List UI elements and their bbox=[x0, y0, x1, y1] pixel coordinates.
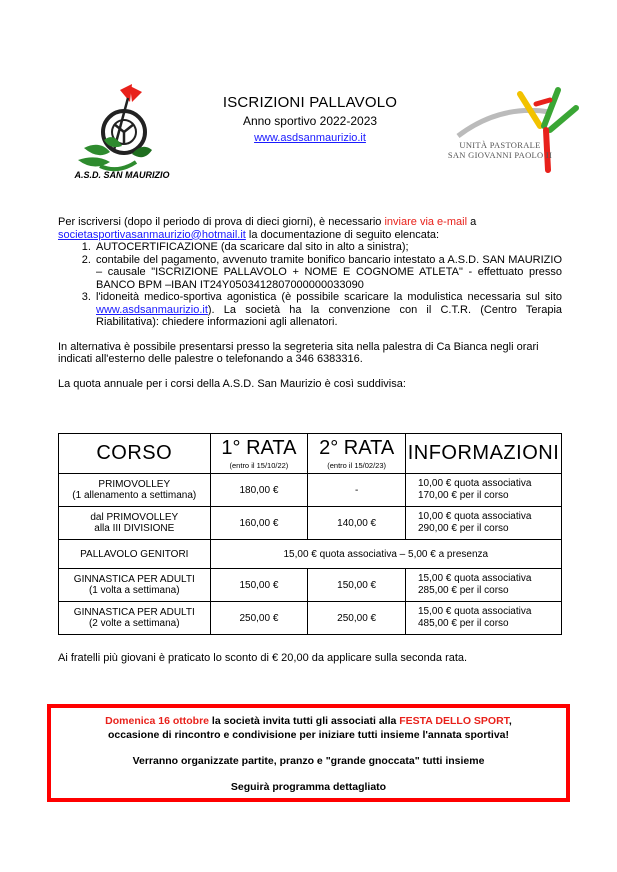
alternative-paragraph: In alternativa è possibile presentarsi presso la segreteria sita nella palestra di Ca Bianca negli orari indicati all'esterno delle palestre o telefonando a 346 6383316. bbox=[58, 340, 539, 365]
right-logo-text bbox=[440, 140, 560, 160]
event-line4: Seguirà programma dettagliato bbox=[230, 781, 387, 793]
cell-rata1: 180,00 € bbox=[210, 474, 308, 507]
website-link[interactable]: www.asdsanmaurizio.it bbox=[254, 132, 366, 144]
document-subtitle: Anno sportivo 2022-2023 bbox=[242, 114, 378, 128]
cell-corso bbox=[59, 569, 211, 602]
event-line3: Verranno organizzate partite, pranzo e "grande gnoccata" tutti insieme bbox=[132, 755, 485, 767]
cell-info bbox=[406, 569, 562, 602]
table-row bbox=[59, 569, 562, 602]
info-quota: 15,00 € quota associativa bbox=[418, 606, 532, 617]
cell-info bbox=[406, 602, 562, 635]
cell-rata1: 150,00 € bbox=[210, 569, 308, 602]
corso-name: GINNASTICA PER ADULTI bbox=[73, 574, 195, 585]
info-corso: 285,00 € per il corso bbox=[418, 585, 509, 596]
header-rata2-note: (entro il 15/02/23) bbox=[327, 461, 387, 470]
header-rata2 bbox=[308, 434, 406, 474]
step-3-text-before: l'idoneità medico-sportiva agonistica (è possibile scaricare la modulistica necessaria sul sito bbox=[96, 291, 562, 303]
step-1-text: AUTOCERTIFICAZIONE (da scaricare dal sito in alto a sinistra); bbox=[96, 241, 409, 253]
header-rata1 bbox=[210, 434, 308, 474]
corso-detail: alla III DIVISIONE bbox=[94, 523, 175, 534]
info-corso: 290,00 € per il corso bbox=[418, 523, 509, 534]
cell-rata2: 150,00 € bbox=[308, 569, 406, 602]
festa-dello-sport-box bbox=[47, 704, 570, 802]
corso-name: dal PRIMOVOLLEY bbox=[90, 512, 179, 523]
cell-rata2: - bbox=[308, 474, 406, 507]
info-quota: 10,00 € quota associativa bbox=[418, 511, 532, 522]
cell-rata2: 140,00 € bbox=[308, 507, 406, 540]
cell-info bbox=[406, 474, 562, 507]
cell-corso: PALLAVOLO GENITORI bbox=[59, 540, 211, 569]
intro-part1: Per iscriversi (dopo il periodo di prova di dieci giorni), è necessario bbox=[58, 216, 385, 228]
list-item bbox=[94, 254, 562, 292]
intro-part3: la documentazione di seguito elencata: bbox=[245, 228, 440, 241]
cell-rata1: 250,00 € bbox=[210, 602, 308, 635]
table-row bbox=[59, 540, 562, 569]
corso-detail: (1 volta a settimana) bbox=[88, 585, 180, 596]
required-documents-list bbox=[58, 241, 562, 329]
right-logo-line1: UNITÀ PASTORALE bbox=[459, 140, 541, 150]
left-logo-caption: A.S.D. SAN MAURIZIO bbox=[74, 170, 170, 180]
cell-rata2: 250,00 € bbox=[308, 602, 406, 635]
intro-part2: a bbox=[467, 216, 477, 228]
table-row bbox=[59, 474, 562, 507]
event-line1 bbox=[51, 714, 566, 728]
step-2-text: contabile del pagamento, avvenuto tramite bonifico bancario intestato a A.S.D. SAN MAURIZIO – causale "ISCRIZIONE PALLAVOLO + NOME E COGNOME ATLETA" - effettuato presso BANCO BPM –IBAN IT24Y0503412807000000033090 bbox=[96, 253, 562, 291]
email-link[interactable]: societasportivasanmaurizio@hotmail.it bbox=[58, 228, 246, 241]
cell-merged-info: 15,00 € quota associativa – 5,00 € a presenza bbox=[210, 540, 561, 569]
cell-corso bbox=[59, 507, 211, 540]
info-corso: 485,00 € per il corso bbox=[418, 618, 509, 629]
intro-highlight: inviare via e-mail bbox=[384, 216, 468, 228]
corso-name: PRIMOVOLLEY bbox=[98, 479, 171, 490]
event-line2: occasione di rincontro e condivisione per iniziare tutti insieme l'annata sportiva! bbox=[107, 729, 509, 741]
cell-rata1: 160,00 € bbox=[210, 507, 308, 540]
event-mid: la società invita tutti gli associati alla bbox=[209, 715, 400, 727]
right-logo-line2: SAN GIOVANNI PAOLO II bbox=[447, 150, 553, 160]
event-date: Domenica 16 ottobre bbox=[105, 715, 210, 727]
step-3-text-after: ). La società ha la convenzione con il C.T.R. (Centro Terapia Riabilitativa): chiedere informazioni agli allenatori. bbox=[96, 303, 562, 328]
event-end: , bbox=[508, 715, 512, 727]
quota-intro: La quota annuale per i corsi della A.S.D. San Maurizio è così suddivisa: bbox=[58, 377, 406, 390]
corso-detail: (1 allenamento a settimana) bbox=[72, 490, 197, 501]
event-name: FESTA DELLO SPORT bbox=[399, 715, 509, 727]
cell-corso bbox=[59, 602, 211, 635]
corso-name: GINNASTICA PER ADULTI bbox=[73, 607, 195, 618]
cell-info bbox=[406, 507, 562, 540]
table-row bbox=[59, 602, 562, 635]
corso-detail: (2 volte a settimana) bbox=[88, 618, 180, 629]
header-rata1-note: (entro il 15/10/22) bbox=[229, 461, 289, 470]
intro-paragraph bbox=[58, 216, 562, 241]
document-header bbox=[190, 94, 430, 146]
list-item bbox=[94, 291, 562, 329]
sibling-discount-note: Ai fratelli più giovani è praticato lo sconto di € 20,00 da applicare sulla seconda rata. bbox=[58, 652, 468, 664]
info-corso: 170,00 € per il corso bbox=[418, 490, 509, 501]
info-quota: 15,00 € quota associativa bbox=[418, 573, 532, 584]
info-quota: 10,00 € quota associativa bbox=[418, 478, 532, 489]
body-text bbox=[58, 216, 562, 390]
list-item bbox=[94, 241, 562, 254]
document-title: ISCRIZIONI PALLAVOLO bbox=[222, 94, 398, 111]
header-rata1-label: 1° RATA bbox=[221, 437, 297, 459]
header-corso: CORSO bbox=[59, 434, 211, 474]
fees-table bbox=[58, 433, 562, 635]
header-informazioni: INFORMAZIONI bbox=[406, 434, 562, 474]
cell-corso bbox=[59, 474, 211, 507]
website-link-inline[interactable]: www.asdsanmaurizio.it bbox=[96, 303, 208, 316]
table-header-row bbox=[59, 434, 562, 474]
unita-pastorale-logo bbox=[440, 86, 585, 186]
header-rata2-label: 2° RATA bbox=[319, 437, 395, 459]
table-row bbox=[59, 507, 562, 540]
